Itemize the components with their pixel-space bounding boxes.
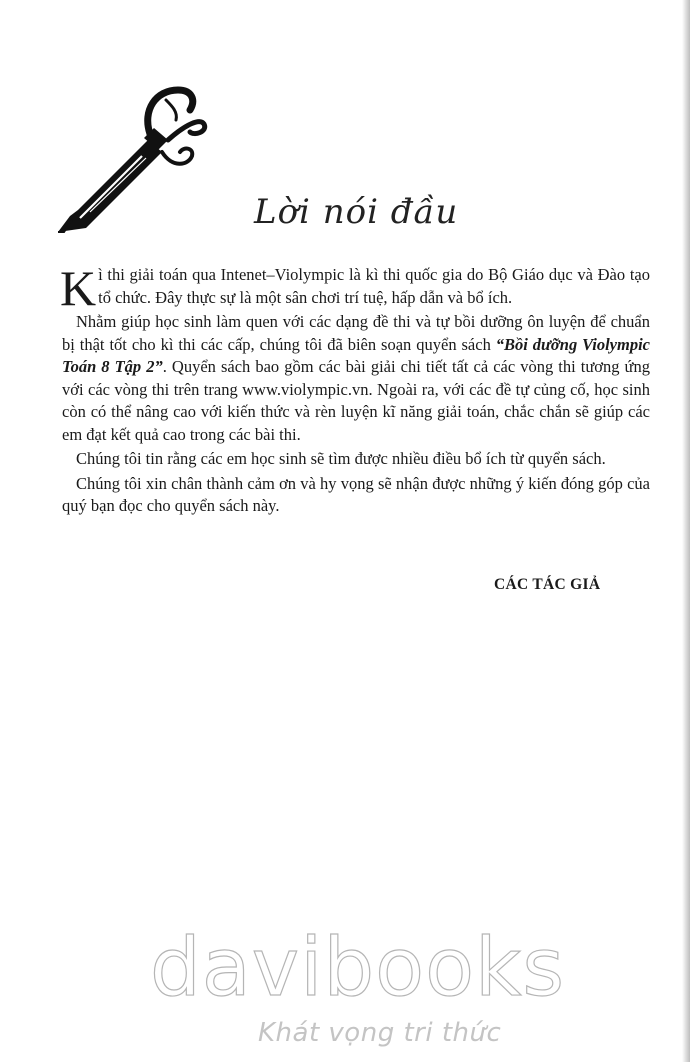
paragraph-2-end: . Quyển sách bao gồm các bài giải chi tiết tất cả các vòng thi tương ứng với các vòng thi trên trang www.violympic.vn. Ngoài ra, với các đề tự củng cố, học sinh còn có thể nâng cao với kiến thức và rèn luyện kĩ năng giải toán, chắc chắn sẽ giúp các em đạt kết quả cao trong các bài thi. xyxy=(62,357,650,444)
paragraph-4: Chúng tôi xin chân thành cảm ơn và hy vọng sẽ nhận được những ý kiến đóng góp của quý bạn đọc cho quyển sách này. xyxy=(62,473,650,515)
signature: CÁC TÁC GIẢ xyxy=(494,576,601,593)
paragraph-1 xyxy=(60,260,650,316)
fountain-pen-icon xyxy=(50,80,220,240)
paragraph-2 xyxy=(62,311,650,446)
paragraph-1-text: ì thi giải toán qua Intenet–Violympic là kì thi quốc gia do Bộ Giáo dục và Đào tạo tổ chức. Đây thực sự là một sân chơi trí tuệ, hấp dẫn và bổ ích. xyxy=(98,265,650,307)
watermark-logo: davibooks xyxy=(150,921,566,1014)
page-title: Lời nói đầu xyxy=(254,192,459,232)
watermark-tagline: Khát vọng tri thức xyxy=(258,1018,502,1048)
book-title: “Bồi dưỡng Violympic Toán 8 Tập 2” xyxy=(62,334,650,376)
paragraph-2-start: Nhằm giúp học sinh làm quen với các dạng đề thi và tự bồi dưỡng ôn luyện để chuẩn bị thật tốt cho kì thi các cấp, chúng tôi đã biên soạn quyển sách xyxy=(62,312,650,354)
drop-cap-letter: K xyxy=(60,260,97,316)
paragraph-3: Chúng tôi tin rằng các em học sinh sẽ tìm được nhiều điều bổ ích từ quyển sách. xyxy=(76,449,606,468)
preface-body xyxy=(60,260,650,518)
page-edge-shadow xyxy=(682,0,690,1062)
